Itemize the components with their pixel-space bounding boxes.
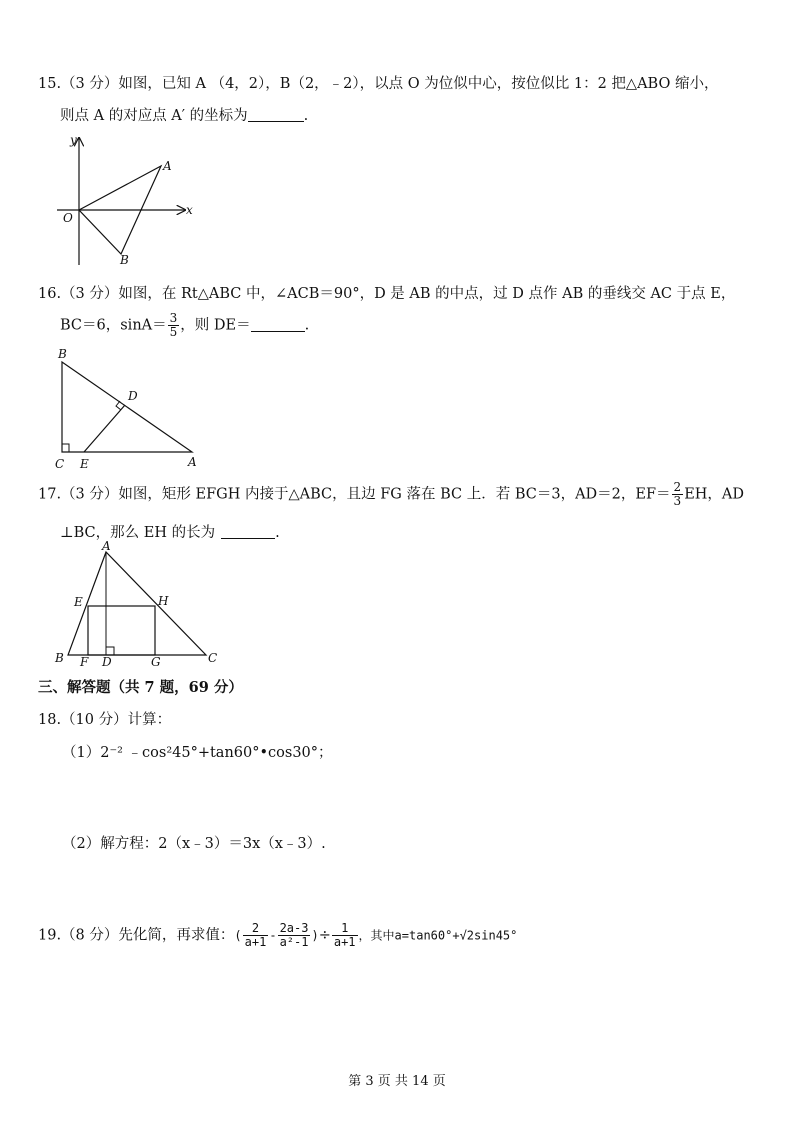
q16-line2a: BC＝6，sinA＝ — [60, 317, 167, 334]
frac-den: 3 — [673, 494, 682, 508]
frac-den: a+1 — [244, 935, 267, 949]
q17-line2-text: ⊥BC，那么 EH 的长为 — [60, 525, 216, 541]
frac-num: 2a-3 — [279, 921, 309, 935]
label-b: B — [120, 253, 129, 267]
triangle-abc — [68, 552, 206, 655]
label-a: A — [188, 455, 197, 469]
label-a: A — [102, 540, 111, 553]
frac-num: 2 — [243, 922, 269, 936]
q16-figure — [50, 342, 210, 474]
segment-de — [84, 405, 125, 452]
minus-sign: - — [269, 928, 277, 943]
frac-den: a+1 — [333, 935, 356, 949]
q16-line2 — [60, 312, 309, 339]
q18-title: 18.（10 分）计算： — [38, 712, 172, 728]
fraction-2a-3-over-a2-1 — [278, 922, 311, 949]
answer-blank[interactable] — [251, 317, 305, 332]
label-c: C — [208, 651, 218, 665]
paren-open: ( — [234, 928, 242, 943]
fraction-2-over-a-plus-1 — [243, 922, 269, 949]
q15-figure — [55, 130, 200, 268]
label-e: E — [80, 457, 89, 471]
q15-line1: 15.（3 分）如图，已知 A （4，2），B（2，﹣2），以点 O 为位似中心，按位似比 1：2 把△ABO 缩小， — [38, 76, 719, 92]
q16-line2b: ，则 DE＝ — [180, 317, 251, 334]
label-o: O — [63, 211, 73, 225]
frac-num: 3 — [169, 311, 178, 325]
frac-den: 5 — [169, 325, 178, 339]
q18-part2: （2）解方程：2（x﹣3）＝3x（x﹣3）. — [62, 836, 326, 852]
frac-num: 2 — [673, 480, 682, 494]
label-y: y — [70, 133, 77, 147]
q15-line2 — [60, 104, 308, 125]
frac-num: 1 — [332, 922, 358, 936]
q18-part1: （1）2⁻² ﹣cos²45°+tan60°•cos30°； — [62, 745, 333, 761]
label-x: x — [186, 203, 193, 217]
label-e: E — [74, 595, 83, 609]
divide-sign: ÷ — [318, 927, 331, 944]
right-angle-c — [62, 444, 69, 452]
fraction-3-5 — [168, 312, 180, 339]
answer-blank[interactable] — [221, 524, 275, 539]
q16-end: . — [304, 317, 310, 334]
q19-suffix: ，其中a=tan60°+√2sin45° — [358, 928, 518, 943]
frac-den: a²-1 — [279, 935, 309, 949]
label-h: H — [158, 594, 169, 608]
label-b: B — [55, 651, 64, 665]
q15-line2-text: 则点 A 的对应点 A′ 的坐标为 — [60, 108, 248, 124]
fraction-2-3 — [672, 481, 684, 508]
label-b: B — [58, 347, 67, 361]
q17-line1b: EH，AD — [684, 486, 745, 503]
q17-end: . — [275, 525, 280, 541]
q19-prefix: 19.（8 分）先化简，再求值： — [38, 927, 235, 944]
q16-line1: 16.（3 分）如图，在 Rt△ABC 中，∠ACB＝90°，D 是 AB 的中点，过 D 点作 AB 的垂线交 AC 于点 E， — [38, 286, 736, 302]
page-footer: 第 3 页 共 14 页 — [348, 1074, 446, 1089]
triangle-abc — [62, 362, 192, 452]
label-c: C — [55, 457, 65, 471]
q17-figure — [50, 540, 230, 670]
section-heading: 三、解答题（共 7 题，69 分） — [38, 679, 243, 696]
paren-close: ) — [311, 928, 319, 943]
q17-line2 — [60, 521, 280, 542]
rectangle-efgh — [88, 606, 155, 655]
q19-line — [38, 922, 517, 949]
q17-line1 — [38, 481, 744, 508]
answer-blank[interactable] — [248, 107, 304, 122]
fraction-1-over-a-plus-1 — [332, 922, 358, 949]
label-d: D — [102, 655, 112, 669]
label-f: F — [80, 655, 89, 669]
label-g: G — [151, 655, 161, 669]
right-angle-d — [106, 647, 114, 655]
q15-end: . — [303, 108, 309, 124]
label-d: D — [128, 389, 138, 403]
q17-line1a: 17.（3 分）如图，矩形 EFGH 内接于△ABC，且边 FG 落在 BC 上．若 BC＝3，AD＝2，EF＝ — [38, 486, 671, 503]
label-a: A — [163, 159, 172, 173]
